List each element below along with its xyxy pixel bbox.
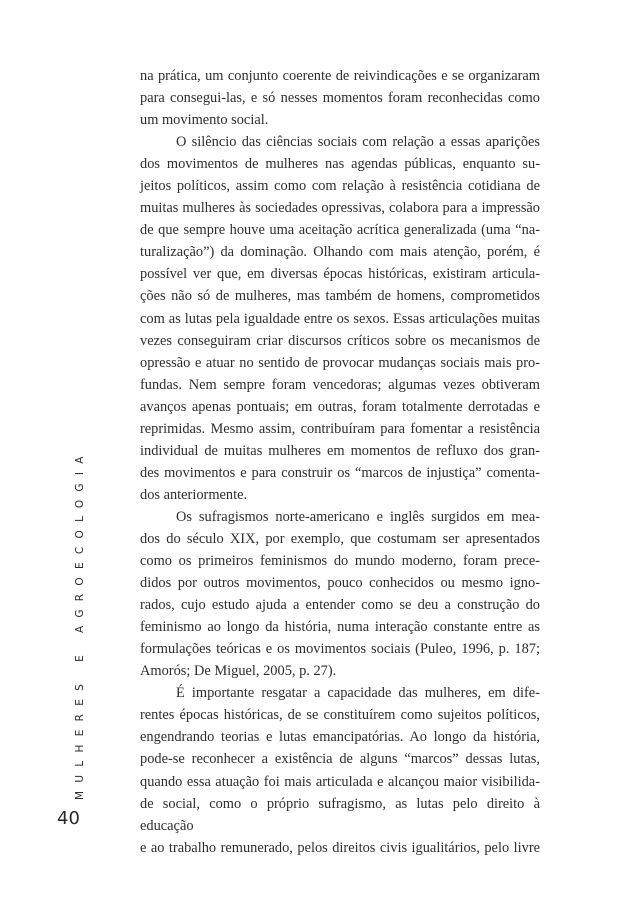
text-line: na prática, um conjunto coerente de reivindicações e se organizaram bbox=[140, 68, 540, 84]
text-line: fundas. Nem sempre foram vencedoras; algumas vezes obtiveram bbox=[140, 376, 540, 393]
text-line: rentes épocas históricas, de se constituírem como sujeitos políticos, bbox=[140, 707, 540, 724]
body-text bbox=[140, 65, 540, 859]
text-line: rados, cujo estudo ajuda a entender como se deu a construção do bbox=[140, 597, 540, 614]
text-line: feminismo ao longo da história, numa interação constante entre as bbox=[140, 619, 540, 636]
text-line: de que sempre houve uma aceitação acrítica generalizada (uma “na- bbox=[140, 222, 540, 239]
text-line: jeitos políticos, assim como com relação à resistência cotidiana de bbox=[140, 178, 540, 195]
text-line: dos do século XIX, por exemplo, que costumam ser apresentados bbox=[140, 530, 540, 547]
text-line: como os primeiros feminismos do mundo moderno, foram prece- bbox=[140, 553, 540, 570]
text-line: Os sufragismos norte-americano e inglês surgidos em mea- bbox=[176, 508, 540, 525]
text-line: des movimentos e para construir os “marcos de injustiça” comenta- bbox=[140, 464, 540, 481]
running-title-word: AGROECOLOGIA bbox=[74, 448, 86, 633]
text-line: Amorós; De Miguel, 2005, p. 27). bbox=[140, 663, 337, 680]
text-line: quando essa atuação foi mais articulada e alcançou maior visibilida- bbox=[140, 773, 540, 790]
text-line: pode-se reconhecer a existência de alguns “marcos” dessas lutas, bbox=[140, 751, 540, 768]
text-line: dos anteriormente. bbox=[140, 486, 248, 503]
text-line: vezes conseguiram criar discursos críticos sobre os mecanismos de bbox=[140, 332, 540, 349]
text-line: individual de muitas mulheres em momentos de refluxo dos gran- bbox=[140, 442, 540, 459]
text-line: e ao trabalho remunerado, pelos direitos civis igualitários, pelo livre bbox=[140, 839, 540, 856]
text-line: um movimento social. bbox=[140, 112, 269, 129]
text-line: O silêncio das ciências sociais com relação a essas aparições bbox=[176, 134, 540, 151]
text-line: formulações teóricas e os movimentos sociais (Puleo, 1996, p. 187; bbox=[140, 641, 540, 658]
text-line: muitas mulheres às sociedades opressivas, colabora para a impressão bbox=[140, 200, 540, 217]
text-line: dos movimentos de mulheres nas agendas públicas, enquanto su- bbox=[140, 156, 540, 173]
text-line: de social, como o próprio sufragismo, as lutas pelo direito à educação bbox=[140, 795, 540, 834]
text-line: com as lutas pela igualdade entre os sexos. Essas articulações muitas bbox=[140, 310, 540, 327]
text-line: para consegui-las, e só nesses momentos foram reconhecidas como bbox=[140, 90, 540, 107]
text-line: turalização”) da dominação. Olhando com mais atenção, porém, é bbox=[140, 244, 540, 261]
page-number: 40 bbox=[57, 808, 80, 829]
text-line: engendrando teorias e lutas emancipatórias. Ao longo da história, bbox=[140, 729, 540, 746]
running-title bbox=[74, 448, 86, 800]
running-title-word: MULHERES bbox=[74, 675, 86, 800]
text-line: reprimidas. Mesmo assim, contribuíram para fomentar a resistência bbox=[140, 420, 540, 437]
text-line: didos por outros movimentos, pouco conhecidos ou mesmo igno- bbox=[140, 575, 540, 592]
text-line: possível ver que, em diversas épocas históricas, existiram articula- bbox=[140, 266, 540, 283]
text-line: opressão e atuar no sentido de provocar mudanças sociais mais pro- bbox=[140, 354, 540, 371]
text-line: ções não só de mulheres, mas também de homens, comprometidos bbox=[140, 288, 540, 305]
running-title-word: E bbox=[74, 646, 86, 662]
text-line: avanços apenas pontuais; em outras, foram totalmente derrotadas e bbox=[140, 398, 540, 415]
text-line: É importante resgatar a capacidade das mulheres, em dife- bbox=[176, 685, 540, 702]
